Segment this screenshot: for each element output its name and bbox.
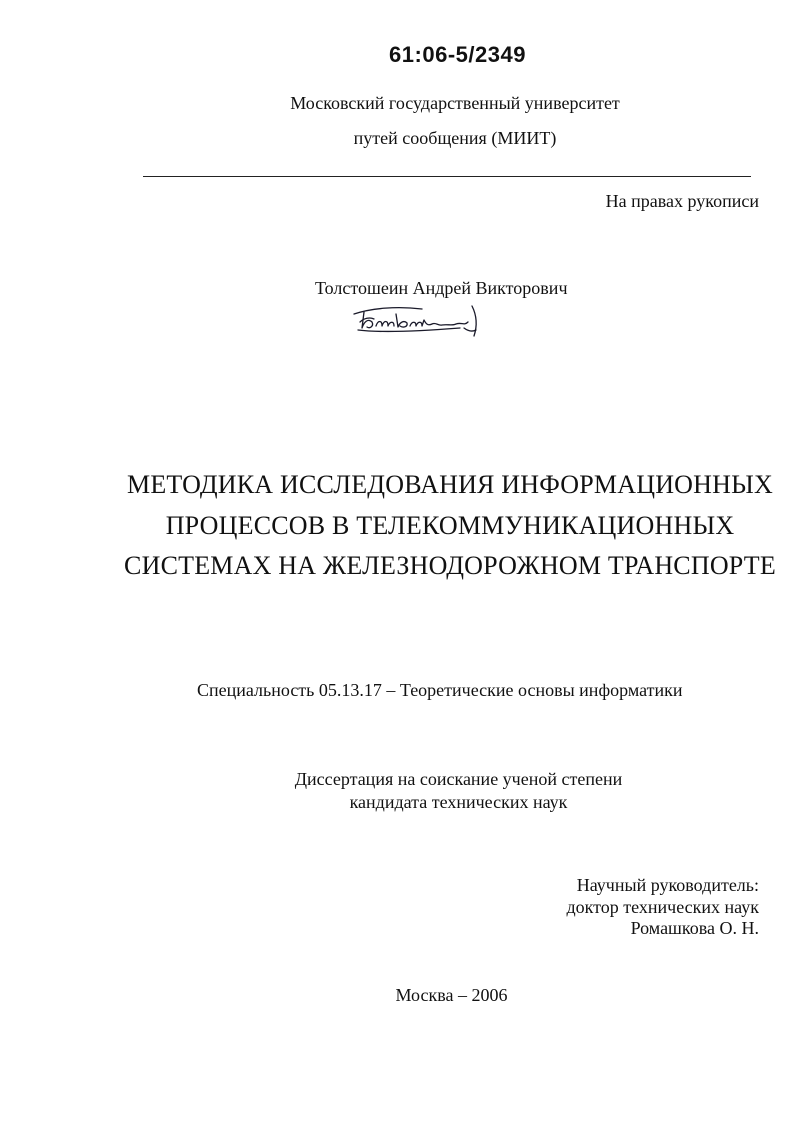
dissertation-title-line1: МЕТОДИКА ИССЛЕДОВАНИЯ ИНФОРМАЦИОННЫХ: [127, 470, 773, 499]
university-name-line2: путей сообщения (МИИТ): [353, 128, 557, 148]
dissertation-title-line3: СИСТЕМАХ НА ЖЕЛЕЗНОДОРОЖНОМ ТРАНСПОРТЕ: [124, 551, 776, 580]
dissertation-degree-line2: кандидата технических наук: [349, 792, 568, 812]
reference-code: 61:06-5/2349: [389, 42, 526, 67]
dissertation-degree-line1: Диссертация на соискание ученой степени: [294, 769, 623, 789]
advisor-name: Ромашкова О. Н.: [630, 918, 759, 938]
specialty-line: Специальность 05.13.17 – Теоретические основы информатики: [197, 680, 683, 700]
dissertation-title-line2: ПРОЦЕССОВ В ТЕЛЕКОММУНИКАЦИОННЫХ: [165, 511, 735, 540]
advisor-label: Научный руководитель:: [576, 875, 759, 895]
advisor-degree: доктор технических наук: [566, 897, 759, 917]
signature-icon: [352, 300, 492, 342]
university-name-line1: Московский государственный университет: [290, 93, 620, 113]
city-year: Москва – 2006: [395, 985, 508, 1005]
author-name: Толстошеин Андрей Викторович: [315, 278, 568, 298]
header-divider: [143, 176, 751, 177]
manuscript-note: На правах рукописи: [605, 191, 759, 211]
